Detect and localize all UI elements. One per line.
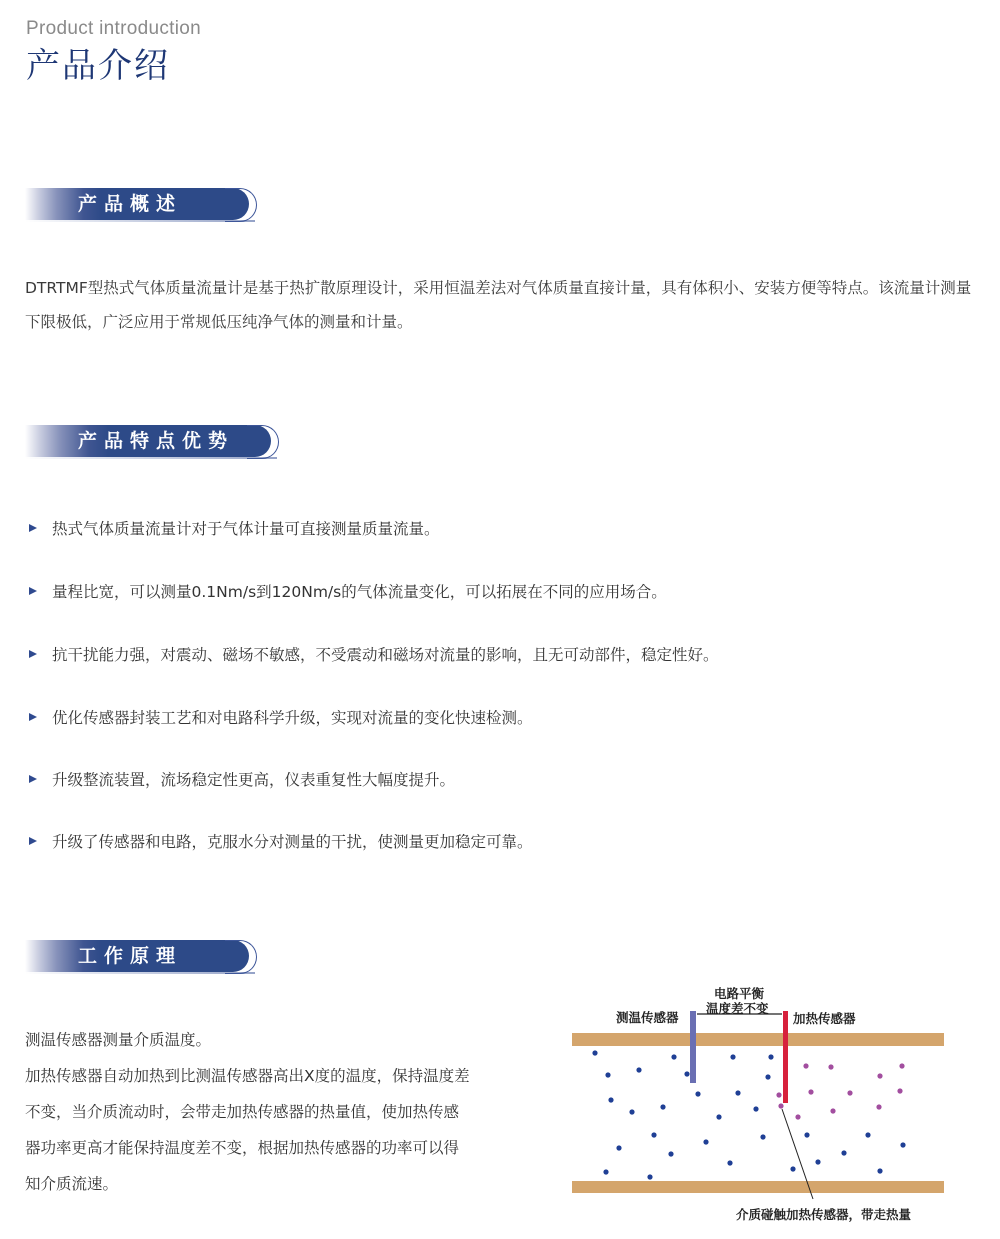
working-principle-diagram	[560, 975, 960, 1225]
principle-line: 器功率更高才能保持温度差不变，根据加热传感器的功率可以得	[25, 1139, 460, 1157]
feature-item	[29, 516, 440, 540]
subtitle-en: Product introduction	[26, 18, 201, 39]
feature-text: 升级了传感器和电路，克服水分对测量的干扰，使测量更加稳定可靠。	[52, 833, 533, 851]
badge-arc-decoration	[247, 425, 279, 459]
badge-underline	[25, 972, 255, 974]
section-title-features: 产品特点优势	[78, 430, 235, 452]
feature-text: 量程比宽，可以测量0.1Nm/s到120Nm/s的气体流量变化，可以拓展在不同的应用场合。	[52, 583, 667, 601]
heat-sensor-probe	[783, 1011, 788, 1103]
badge-underline	[25, 220, 255, 222]
pipe-top-wall	[572, 1033, 944, 1046]
badge-arc-decoration	[225, 940, 257, 974]
feature-text: 抗干扰能力强，对震动、磁场不敏感，不受震动和磁场对流量的影响，且无可动部件，稳定性好。	[52, 646, 719, 664]
principle-line: 知介质流速。	[25, 1175, 119, 1193]
medium-particles	[592, 1050, 905, 1179]
section-title-principle: 工作原理	[78, 945, 183, 967]
principle-text	[25, 1022, 525, 1202]
section-badge-features	[25, 425, 287, 459]
feature-item	[29, 579, 667, 603]
feature-item	[29, 767, 455, 791]
bullet-triangle-icon	[29, 713, 37, 721]
principle-line: 测温传感器测量介质温度。	[25, 1031, 212, 1049]
pipe-bottom-wall	[572, 1181, 944, 1193]
feature-item	[29, 829, 533, 853]
feature-item	[29, 642, 719, 666]
label-caption: 介质碰触加热传感器，带走热量	[736, 1207, 912, 1222]
bullet-triangle-icon	[29, 775, 37, 783]
label-circuit-balance: 电路平衡	[714, 986, 765, 1001]
heated-particles	[776, 1063, 904, 1119]
principle-line: 加热传感器自动加热到比测温传感器高出X度的温度，保持温度差	[25, 1067, 470, 1085]
feature-text: 优化传感器封装工艺和对电路科学升级，实现对流量的变化快速检测。	[52, 709, 533, 727]
bullet-triangle-icon	[29, 524, 37, 532]
badge-underline	[25, 457, 277, 459]
temp-sensor-probe	[690, 1011, 696, 1083]
principle-line: 不变，当介质流动时，会带走加热传感器的热量值，使加热传感	[25, 1103, 460, 1121]
label-heat-sensor: 加热传感器	[793, 1011, 856, 1026]
bullet-triangle-icon	[29, 587, 37, 595]
feature-item	[29, 705, 533, 729]
feature-text: 热式气体质量流量计对于气体计量可直接测量质量流量。	[52, 520, 440, 538]
section-badge-overview	[25, 188, 265, 222]
badge-arc-decoration	[225, 188, 257, 222]
bullet-triangle-icon	[29, 650, 37, 658]
section-title-overview: 产品概述	[78, 193, 183, 215]
feature-text: 升级整流装置，流场稳定性更高，仪表重复性大幅度提升。	[52, 771, 456, 789]
label-temp-sensor: 测温传感器	[616, 1010, 679, 1025]
bullet-triangle-icon	[29, 837, 37, 845]
overview-paragraph: DTRTMF型热式气体质量流量计是基于热扩散原理设计，采用恒温差法对气体质量直接计量，具有体积小、安装方便等特点。该流量计测量下限极低，广泛应用于常规低压纯净气体的测量和计量。	[25, 279, 972, 331]
page-title: 产品介绍	[26, 46, 170, 86]
section-badge-principle	[25, 940, 265, 974]
label-temp-diff: 温度差不变	[706, 1001, 769, 1016]
